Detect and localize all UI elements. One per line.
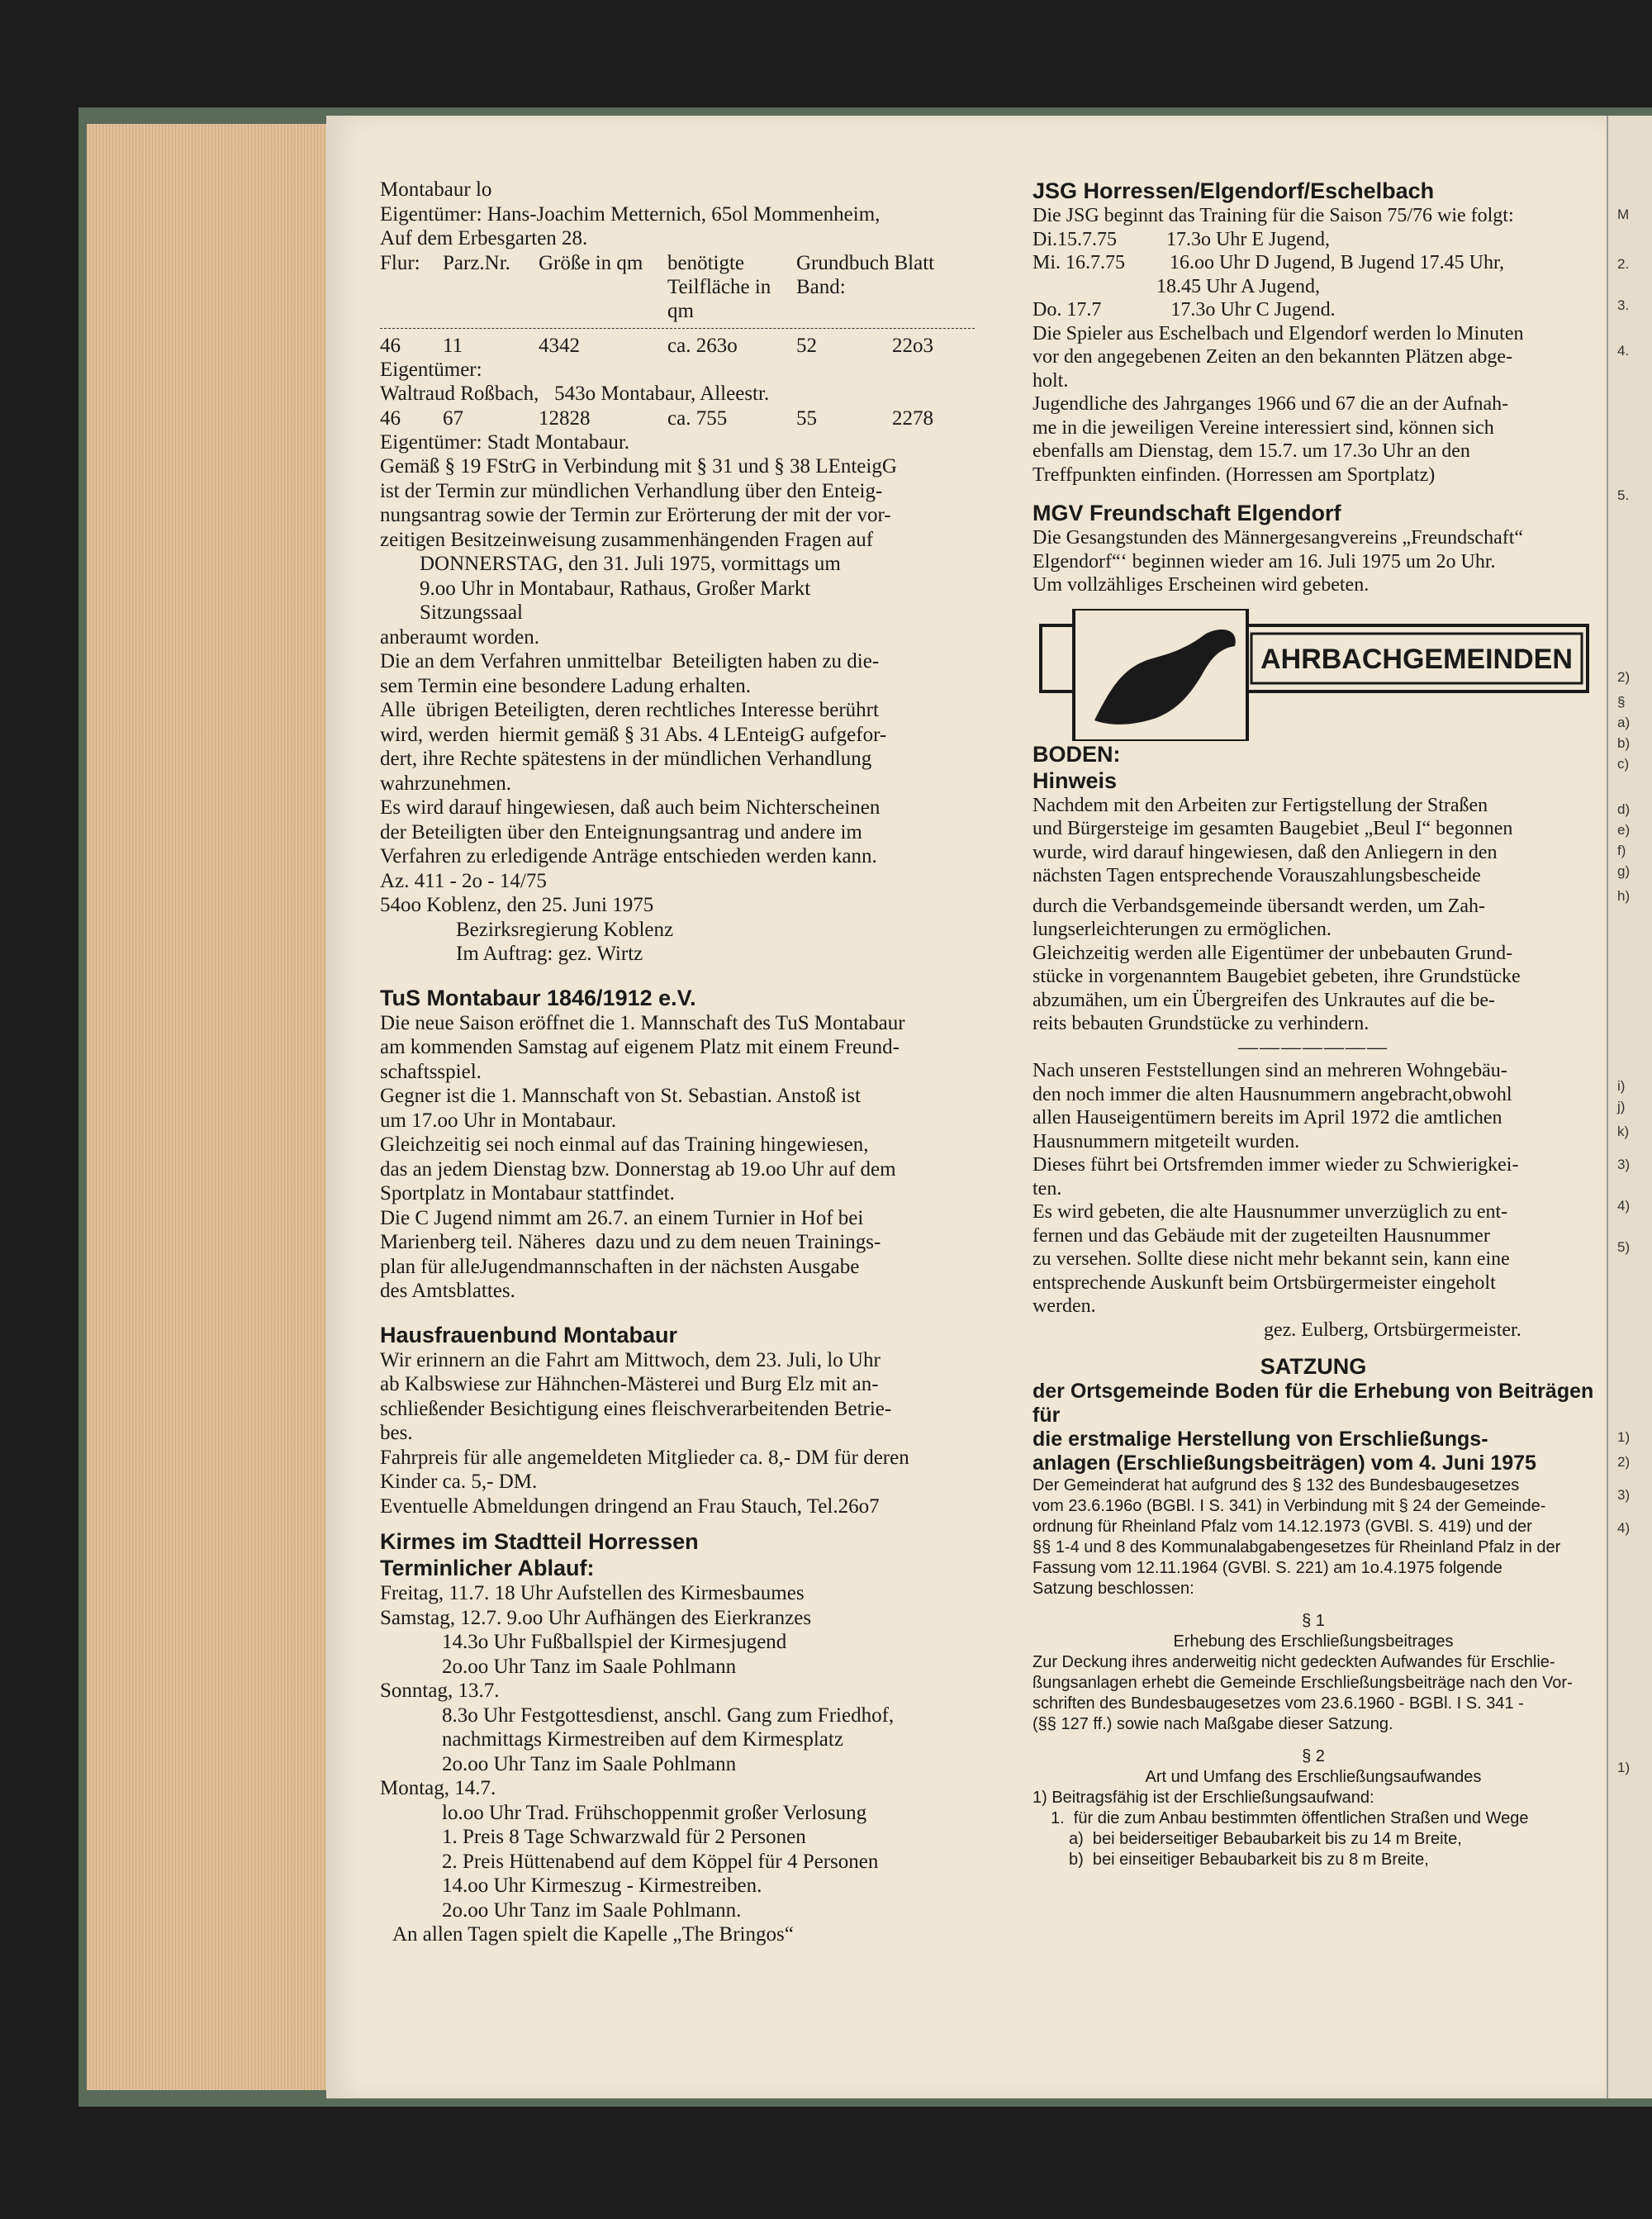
margin-mark: g) (1617, 863, 1631, 879)
table-header-cell: Flur: (380, 251, 420, 274)
text-line: Verfahren zu erledigende Anträge entschieden werden kann. (380, 845, 877, 867)
paragraph-list (1032, 1788, 1594, 1870)
schedule-item: 2o.oo Uhr Tanz im Saale Pohlmann (442, 1752, 737, 1775)
text-line: vom 23.6.196o (BGBl. I S. 341) in Verbindung mit § 24 der Gemeinde- (1032, 1497, 1546, 1515)
table-cell: 46 (380, 334, 401, 357)
text-line: Die Spieler aus Eschelbach und Elgendorf werden lo Minuten (1032, 322, 1524, 344)
text-line: Kinder ca. 5,- DM. (380, 1471, 538, 1493)
section-heading: SATZUNG (1260, 1354, 1367, 1379)
schedule-item: An allen Tagen spielt die Kapelle „The Bringos“ (392, 1923, 794, 1946)
schedule-item: Montag, 14.7. (380, 1777, 496, 1799)
text-line: nächsten Tagen entsprechende Vorauszahlungsbescheide (1032, 865, 1481, 886)
schedule-item: 2o.oo Uhr Tanz im Saale Pohlmann. (442, 1898, 742, 1922)
text-line: Sportplatz in Montabaur stattfindet. (380, 1182, 675, 1205)
document-page (326, 116, 1607, 2098)
section-subheading: die erstmalige Herstellung von Erschließungs- (1032, 1428, 1488, 1451)
table-row (380, 334, 938, 358)
margin-mark: 3. (1617, 297, 1630, 313)
section-heading: MGV Freundschaft Elgendorf (1032, 501, 1341, 525)
text-line: entsprechende Auskunft beim Ortsbürgermeister eingeholt (1032, 1271, 1496, 1294)
table-header-cell: benötigte Teilfläche in qm (667, 251, 771, 322)
text-line: Die JSG beginnt das Training für die Saison 75/76 wie folgt: (1032, 205, 1514, 226)
text-line: reits bebauten Grundstücke zu verhindern. (1032, 1013, 1370, 1034)
table-cell: 4342 (539, 334, 580, 357)
section-jsg (1032, 178, 1594, 487)
margin-mark: 4. (1617, 343, 1630, 359)
text-line: (§§ 127 ff.) sowie nach Maßgabe dieser Satzung. (1032, 1715, 1393, 1733)
text-line: holt. (1032, 369, 1069, 392)
parcel-table (380, 334, 938, 358)
list-item: a) bei beiderseitiger Bebaubarkeit bis zu 14 m Breite, (1069, 1830, 1462, 1848)
table-cell: 46 (380, 406, 401, 430)
schedule-item: 14.oo Uhr Kirmeszug - Kirmestreiben. (442, 1875, 762, 1897)
text-line: ten. (1032, 1177, 1062, 1200)
text-line: das an jedem Dienstag bzw. Donnerstag ab 19.oo Uhr auf dem (380, 1157, 896, 1181)
text-line: durch die Verbandsgemeinde übersandt werden, um Zah- (1032, 895, 1486, 917)
list-item: 1) Beitragsfähig ist der Erschließungsaufwand: (1032, 1789, 1374, 1807)
text-line: fernen und das Gebäude mit der zugeteilten Hausnummer (1032, 1224, 1490, 1247)
text-line: Alle übrigen Beteiligten, deren rechtliches Interesse berührt (380, 699, 879, 721)
text-line: wurde, wird darauf hingewiesen, daß den Anliegern in den (1032, 841, 1498, 863)
text-line: Gegner ist die 1. Mannschaft von St. Sebastian. Anstoß ist (380, 1085, 861, 1107)
text-line: Die C Jugend nimmt am 26.7. an einem Turnier in Hof bei (380, 1206, 864, 1229)
parcel-table (380, 251, 939, 323)
section-heading: Kirmes im Stadtteil Horressen (380, 1529, 699, 1554)
text-line: sem Termin eine besondere Ladung erhalten. (380, 674, 752, 697)
text-line: Di.15.7.75 17.3o Uhr E Jugend, (1032, 228, 1330, 250)
section-enteignung (380, 178, 991, 967)
text-line: Die neue Saison eröffnet die 1. Mannschaft des TuS Montabaur (380, 1011, 905, 1034)
text-line: Fassung vom 12.11.1964 (GVBl. S. 221) am 1o.4.1975 folgende (1032, 1559, 1502, 1577)
text-line: 54oo Koblenz, den 25. Juni 1975 (380, 894, 654, 916)
schedule-item: 1. Preis 8 Tage Schwarzwald für 2 Personen (442, 1826, 806, 1848)
text-line: vor den angegebenen Zeiten an den bekannten Plätzen abge- (1032, 346, 1513, 368)
table-header-cell: Parz.Nr. (443, 251, 510, 274)
margin-mark: 5) (1617, 1239, 1631, 1255)
margin-mark: f) (1617, 843, 1626, 858)
table-cell: 22o3 (892, 334, 933, 357)
text-line: lungserleichterungen zu ermöglichen. (1032, 919, 1332, 940)
table-cell: ca. 263o (667, 334, 738, 357)
text-line: abzumähen, um ein Übergreifen des Unkrautes auf die be- (1032, 989, 1496, 1011)
table-header-cell: Größe in qm (539, 251, 643, 274)
text-line: Die an dem Verfahren unmittelbar Beteiligten haben zu die- (380, 650, 880, 672)
margin-mark: 3) (1617, 1157, 1631, 1172)
schedule-item: 14.3o Uhr Fußballspiel der Kirmesjugend (442, 1631, 787, 1653)
text-line: wird, werden hiermit gemäß § 31 Abs. 4 LEnteigG aufgefor- (380, 723, 887, 746)
text-line: Satzung beschlossen: (1032, 1580, 1194, 1598)
text-line: bes. (380, 1422, 413, 1444)
text-line: Fahrpreis für alle angemeldeten Mitglieder ca. 8,- DM für deren (380, 1446, 909, 1469)
section-subheading: der Ortsgemeinde Boden für die Erhebung von Beiträgen für (1032, 1380, 1594, 1427)
section-heading: TuS Montabaur 1846/1912 e.V. (380, 985, 696, 1010)
text-line: zu versehen. Sollte diese nicht mehr bekannt sein, kann eine (1032, 1248, 1510, 1270)
margin-mark: a) (1617, 715, 1631, 730)
text-line: schaftsspiel. (380, 1060, 482, 1083)
text-line: DONNERSTAG, den 31. Juli 1975, vormittags um (420, 553, 841, 575)
text-line: zeitigen Besitzeinweisung zusammenhängenden Fragen auf (380, 528, 874, 551)
margin-mark: 1) (1617, 1760, 1631, 1775)
text-line: Elgendorf“‘ beginnen wieder am 16. Juli 1975 um 2o Uhr. (1032, 550, 1496, 573)
table-header-cell: Grundbuch Band: (796, 251, 890, 298)
table-row (380, 406, 938, 430)
section-separator: ——————— (1238, 1036, 1389, 1058)
text-line: werden. (1032, 1295, 1096, 1317)
text-line: nungsantrag sowie der Termin zur Erörterung der mit der vor- (380, 504, 891, 526)
text-line: wahrzunehmen. (380, 772, 511, 795)
signature-line: gez. Eulberg, Ortsbürgermeister. (1264, 1319, 1521, 1341)
section-boden (1032, 741, 1594, 1342)
margin-mark: e) (1617, 822, 1631, 838)
section-hausfrauenbund (380, 1322, 991, 1519)
table-cell: 12828 (539, 406, 591, 430)
margin-mark: 4) (1617, 1520, 1631, 1536)
margin-mark: c) (1617, 756, 1630, 772)
margin-mark: 3) (1617, 1487, 1631, 1503)
margin-mark: 1) (1617, 1429, 1631, 1445)
right-column (1032, 178, 1594, 1870)
schedule-item: 2o.oo Uhr Tanz im Saale Pohlmann (442, 1655, 737, 1678)
text-line: Es wird gebeten, die alte Hausnummer unverzüglich zu ent- (1032, 1201, 1508, 1223)
margin-mark: k) (1617, 1124, 1630, 1139)
text-line: am kommenden Samstag auf eigenem Platz mit einem Freund- (380, 1036, 900, 1058)
text-line: plan für alleJugendmannschaften in der nächsten Ausgabe (380, 1255, 860, 1278)
schedule-list (380, 1581, 991, 1947)
section-heading: JSG Horressen/Elgendorf/Eschelbach (1032, 178, 1435, 203)
text-line: Nachdem mit den Arbeiten zur Fertigstellung der Straßen (1032, 794, 1488, 816)
text-line: um 17.oo Uhr in Montabaur. (380, 1109, 617, 1132)
text-line: allen Hauseigentümern bereits im April 1972 die amtlichen (1032, 1107, 1502, 1129)
ahrbach-emblem-icon (1032, 609, 1594, 741)
margin-mark: b) (1617, 735, 1631, 751)
text-line: Eventuelle Abmeldungen dringend an Frau Stauch, Tel.26o7 (380, 1494, 880, 1518)
text-line: Dieses führt bei Ortsfremden immer wieder zu Schwierigkei- (1032, 1154, 1519, 1176)
margin-mark: 5. (1617, 487, 1630, 503)
text-line: Nach unseren Feststellungen sind an mehreren Wohngebäu- (1032, 1060, 1507, 1081)
text-line: Jugendliche des Jahrganges 1966 und 67 die an der Aufnah- (1032, 393, 1509, 415)
margin-mark: d) (1617, 801, 1631, 817)
text-line: ordnung für Rheinland Pfalz vom 14.12.1973 (GVBl. S. 419) und der (1032, 1518, 1532, 1536)
text-line: Wir erinnern an die Fahrt am Mittwoch, dem 23. Juli, lo Uhr (380, 1348, 881, 1371)
text-line: Hausnummern mitgeteilt wurden. (1032, 1130, 1300, 1152)
text-line: Eigentümer: Stadt Montabaur. (380, 430, 630, 454)
schedule-item: 2. Preis Hüttenabend auf dem Köppel für 4 Personen (442, 1850, 879, 1873)
paragraph-title: Erhebung des Erschließungsbeitrages (1173, 1632, 1454, 1651)
list-item: 1. für die zum Anbau bestimmten öffentlichen Straßen und Wege (1051, 1809, 1529, 1827)
table-cell: 11 (443, 334, 463, 357)
text-line: Marienberg teil. Näheres dazu und zu dem neuen Trainings- (380, 1231, 881, 1253)
table-cell: ca. 755 (667, 406, 728, 430)
paragraph-number: § 2 (1302, 1747, 1325, 1765)
margin-mark: § (1617, 694, 1626, 710)
text-line: Sitzungssaal (420, 601, 523, 624)
section-mgv (1032, 500, 1594, 597)
schedule-item: lo.oo Uhr Trad. Frühschoppenmit großer Verlosung (442, 1801, 867, 1824)
text-line: dert, ihre Rechte spätestens in der mündlichen Verhandlung (380, 748, 872, 770)
text-line: ab Kalbswiese zur Hähnchen-Mästerei und Burg Elz mit an- (380, 1373, 879, 1395)
text-line: ßungsanlagen erhebt die Gemeinde Erschließungsbeiträge nach den Vor- (1032, 1674, 1573, 1692)
text-line: Die Gesangstunden des Männergesangvereins „Freundschaft“ (1032, 527, 1524, 549)
margin-mark: 4) (1617, 1198, 1631, 1214)
table-header-row (380, 251, 939, 323)
text-line: 9.oo Uhr in Montabaur, Rathaus, Großer Markt (420, 577, 811, 600)
margin-mark: 2) (1617, 669, 1631, 685)
schedule-item: 8.3o Uhr Festgottesdienst, anschl. Gang zum Friedhof, (442, 1703, 895, 1727)
text-line: schließender Besichtigung eines fleischverarbeitenden Betrie- (380, 1397, 892, 1420)
satzung-body (1032, 1475, 1594, 1870)
section-heading: Hausfrauenbund Montabaur (380, 1322, 678, 1347)
text-line: Treffpunkten einfinden. (Horressen am Sportplatz) (1032, 463, 1436, 486)
text-line: §§ 1-4 und 8 des Kommunalabgabengesetzes für Rheinland Pfalz in der (1032, 1538, 1561, 1556)
text-line: 18.45 Uhr A Jugend, (1032, 275, 1320, 297)
left-column (380, 178, 991, 1947)
parcel-table (380, 406, 938, 430)
ahrbach-logo (1032, 609, 1594, 741)
text-line: Az. 411 - 2o - 14/75 (380, 869, 547, 892)
page-edges (87, 124, 335, 2090)
schedule-item: nachmittags Kirmestreiben auf dem Kirmesplatz (442, 1728, 843, 1751)
text-line: anberaumt worden. (380, 625, 539, 649)
section-kirmes (380, 1528, 991, 1947)
text-line: Mi. 16.7.75 16.oo Uhr D Jugend, B Jugend 17.45 Uhr, (1032, 252, 1505, 273)
text-line: stücke in vorgenanntem Baugebiet gebeten, ihre Grundstücke (1032, 966, 1521, 987)
text-line: Es wird darauf hingewiesen, daß auch beim Nichterscheinen (380, 796, 881, 819)
table-header-cell: Blatt (894, 251, 935, 274)
text-line: Waltraud Roßbach, 543o Montabaur, Alleestr. (380, 383, 770, 405)
text-line: schriften des Bundesbaugesetzes vom 23.6.1960 - BGBl. I S. 341 - (1032, 1694, 1524, 1713)
table-cell: 52 (796, 334, 817, 357)
next-page-edge (1607, 116, 1652, 2098)
section-satzung (1032, 1353, 1594, 1870)
text-line: Montabaur lo (380, 178, 492, 201)
text-line: Eigentümer: (380, 358, 482, 381)
signature-line: Im Auftrag: gez. Wirtz (456, 943, 643, 965)
margin-mark: i) (1617, 1078, 1626, 1094)
logo-text: AHRBACHGEMEINDEN (1260, 643, 1573, 675)
table-cell: 2278 (892, 406, 933, 430)
text-line: der Beteiligten über den Enteignungsantrag und andere im (380, 820, 862, 843)
section-heading: BODEN: (1032, 741, 1121, 767)
table-cell: 67 (443, 406, 463, 430)
section-tus (380, 985, 991, 1304)
schedule-item: Sonntag, 13.7. (380, 1680, 500, 1702)
margin-mark: h) (1617, 888, 1631, 904)
text-line: und Bürgersteige im gesamten Baugebiet „Beul I“ begonnen (1032, 818, 1513, 839)
text-line: des Amtsblattes. (380, 1280, 515, 1302)
text-line: Um vollzähliges Erscheinen wird gebeten. (1032, 574, 1370, 596)
signature-line: Bezirksregierung Koblenz (456, 918, 674, 941)
schedule-item: Samstag, 12.7. 9.oo Uhr Aufhängen des Eierkranzes (380, 1606, 812, 1629)
list-item: b) bei einseitiger Bebaubarkeit bis zu 8 m Breite, (1069, 1851, 1429, 1869)
text-line: Der Gemeinderat hat aufgrund des § 132 des Bundesbaugesetzes (1032, 1476, 1520, 1494)
section-subheading: Terminlicher Ablauf: (380, 1556, 595, 1580)
margin-mark: j) (1617, 1099, 1626, 1114)
text-line: ist der Termin zur mündlichen Verhandlung über den Enteig- (380, 479, 883, 502)
paragraph-number: § 1 (1302, 1612, 1325, 1630)
text-line: Zur Deckung ihres anderweitig nicht gedeckten Aufwandes für Erschlie- (1032, 1653, 1555, 1671)
text-line: Gleichzeitig sei noch einmal auf das Training hingewiesen, (380, 1133, 869, 1156)
section-subheading: Hinweis (1032, 767, 1118, 793)
table-divider (380, 328, 975, 329)
schedule-item: Freitag, 11.7. 18 Uhr Aufstellen des Kirmesbaumes (380, 1582, 805, 1604)
text-line: me in die jeweiligen Vereine interessiert sind, können sich (1032, 416, 1494, 439)
text-line: Eigentümer: Hans-Joachim Metternich, 65ol Mommenheim, (380, 202, 881, 226)
text-line: Gleichzeitig werden alle Eigentümer der unbebauten Grund- (1032, 942, 1513, 964)
section-subheading: anlagen (Erschließungsbeiträgen) vom 4. Juni 1975 (1032, 1452, 1536, 1475)
text-line: Gemäß § 19 FStrG in Verbindung mit § 31 und § 38 LEnteigG (380, 455, 897, 478)
text-line: den noch immer die alten Hausnummern angebracht,obwohl (1032, 1083, 1512, 1105)
text-line: Auf dem Erbesgarten 28. (380, 227, 588, 249)
margin-mark: M (1617, 207, 1630, 222)
text-line: Do. 17.7 17.3o Uhr C Jugend. (1032, 299, 1336, 321)
margin-mark: 2) (1617, 1454, 1631, 1470)
paragraph-title: Art und Umfang des Erschließungsaufwandes (1145, 1768, 1482, 1786)
margin-mark: 2. (1617, 256, 1630, 272)
table-cell: 55 (796, 406, 817, 430)
text-line: ebenfalls am Dienstag, dem 15.7. um 17.3o Uhr an den (1032, 440, 1470, 462)
